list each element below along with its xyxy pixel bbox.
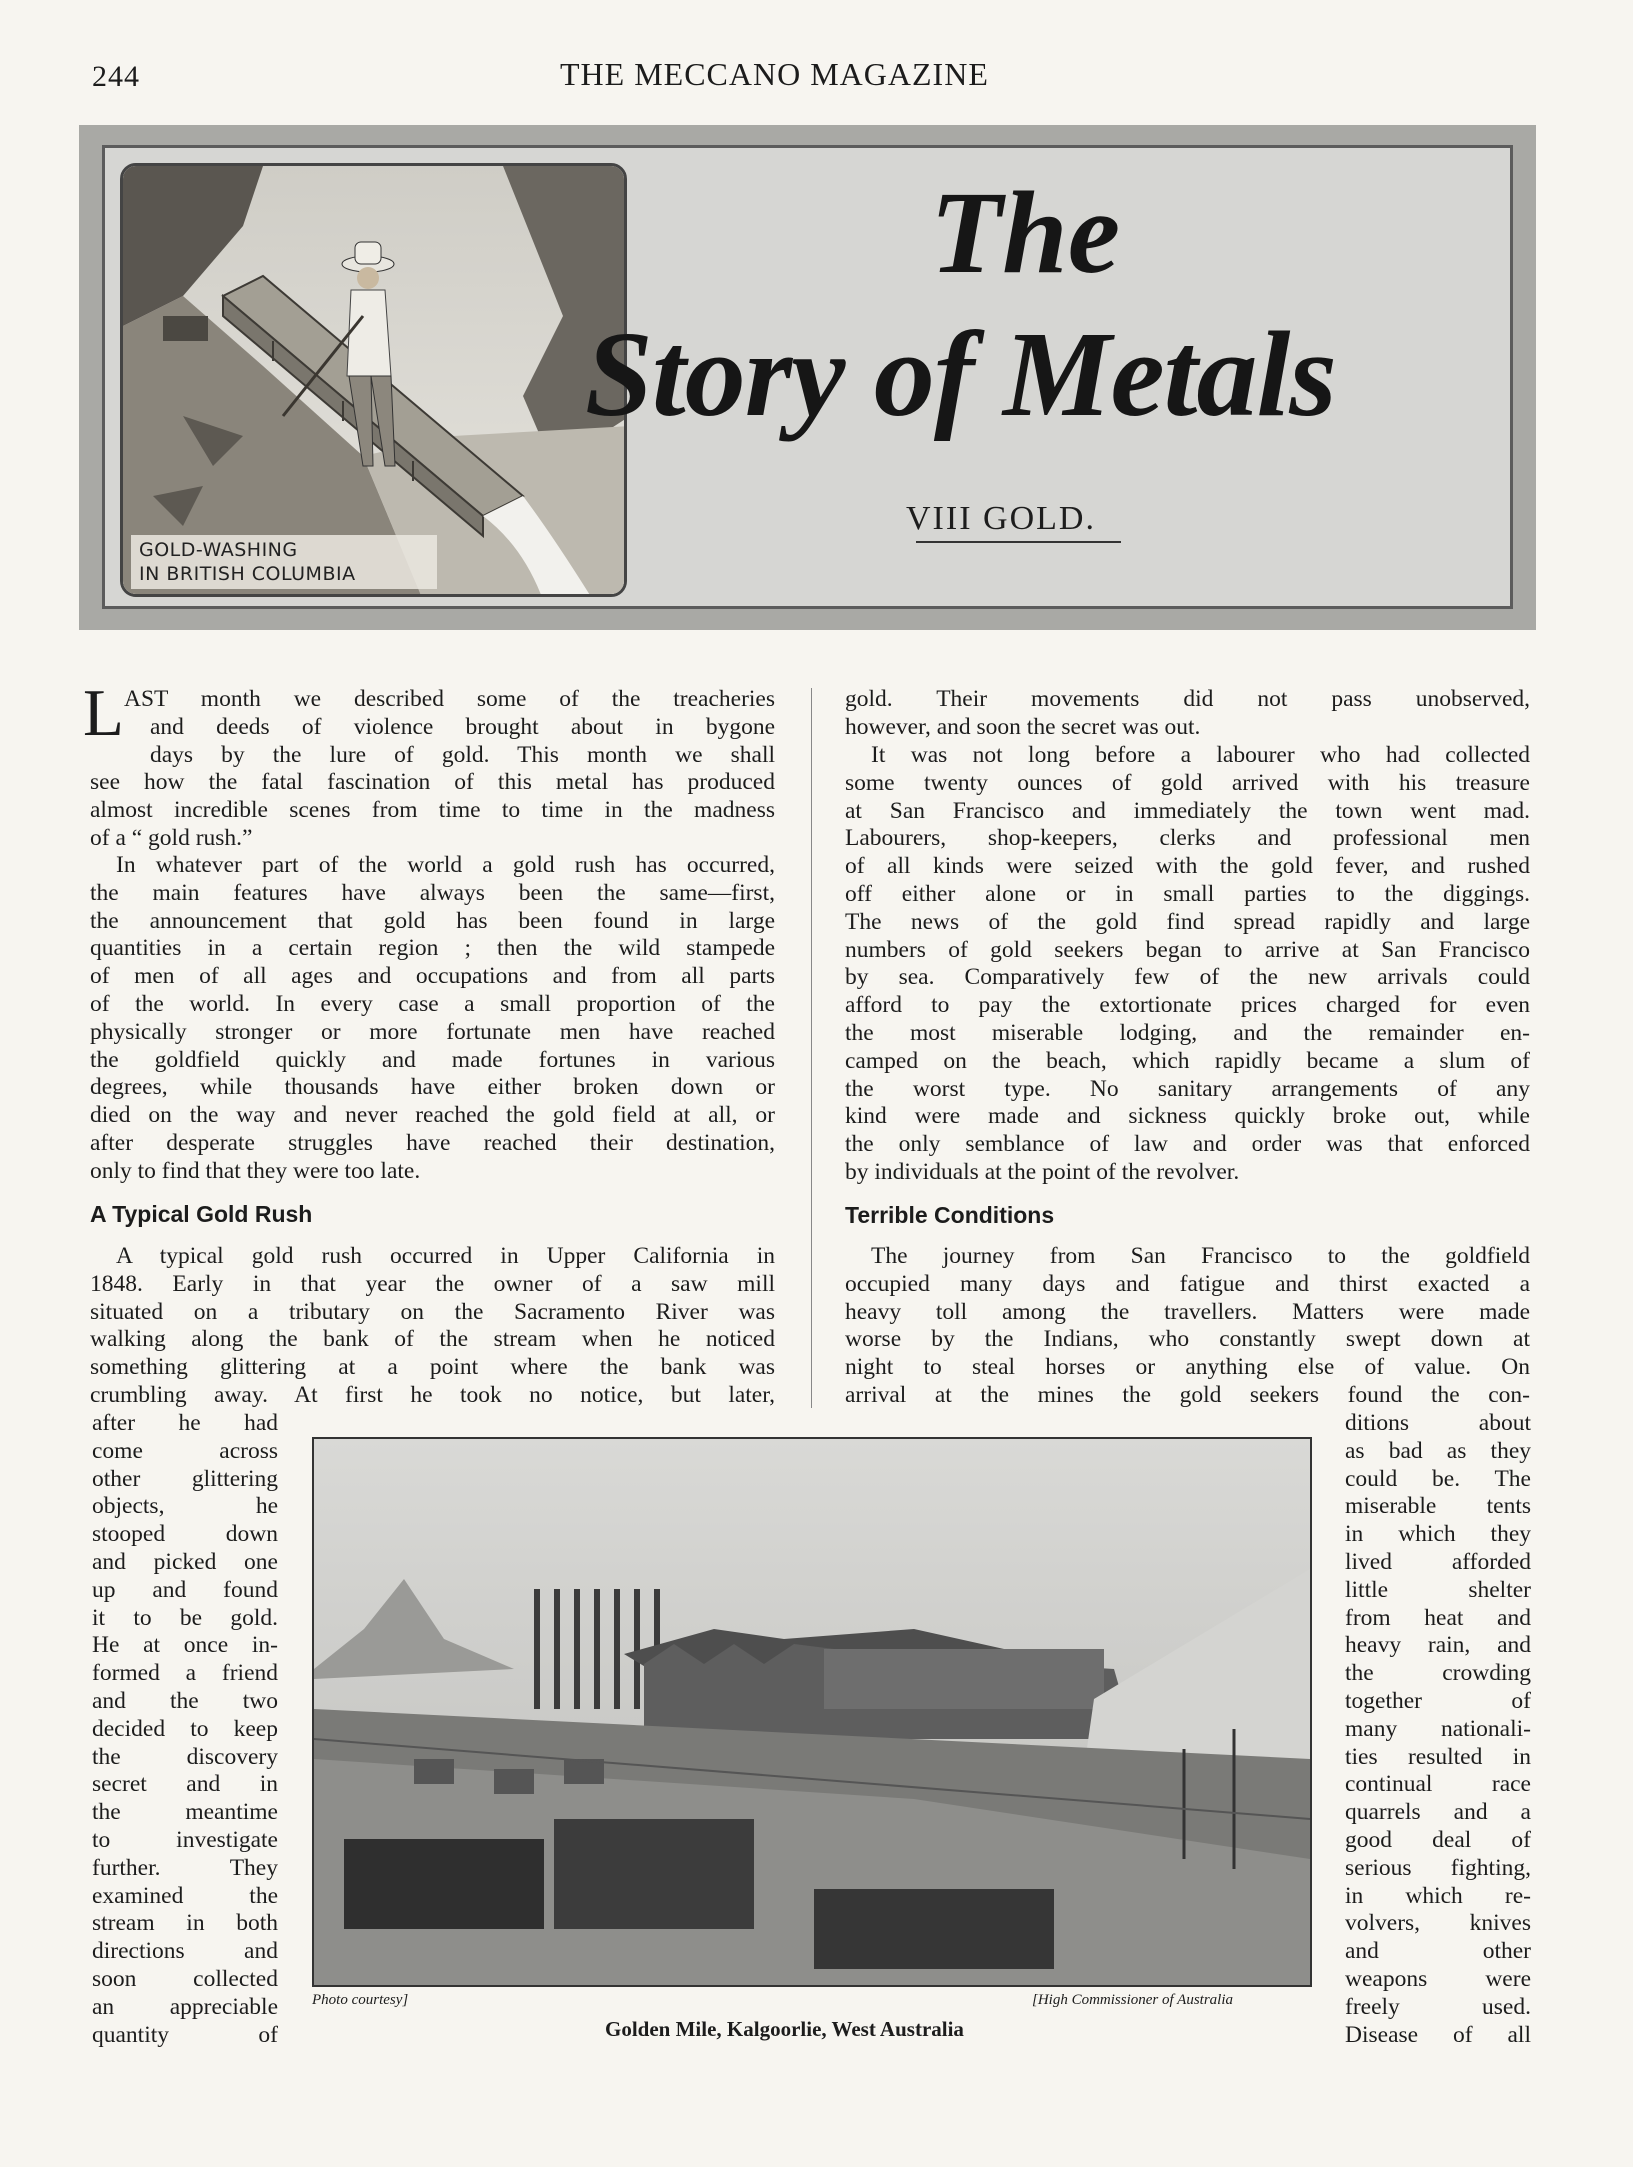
- text-line: numbers of gold seekers began to arrive at San Francisco: [845, 936, 1530, 963]
- illustration-caption: [131, 535, 437, 589]
- text-line: situated on a tributary on the Sacramento River was: [90, 1298, 775, 1325]
- text-line: up and found: [92, 1576, 278, 1603]
- text-line: degrees, while thousands have either broken down or: [90, 1074, 775, 1101]
- text-line: together of: [1345, 1688, 1531, 1714]
- text-line: ditions about: [1345, 1410, 1531, 1436]
- text-line: stooped down: [92, 1521, 278, 1548]
- text-line: ties resulted in: [1345, 1743, 1531, 1770]
- photo-credit-right: [High Commissioner of Australia: [1032, 1992, 1233, 2008]
- text-line: The journey from San Francisco to the goldfield: [871, 1243, 1530, 1269]
- text-line: AST month we described some of the treacheries: [124, 686, 775, 712]
- text-line: the announcement that gold has been found in large: [90, 907, 775, 934]
- text-line: gold. Their movements did not pass unobserved,: [845, 686, 1530, 712]
- installment-title: VIII GOLD.: [906, 500, 1096, 537]
- text-line: to investigate: [92, 1827, 278, 1853]
- photo-image: [314, 1439, 1310, 1985]
- text-line: see how the fatal fascination of this metal has produced: [90, 769, 775, 796]
- text-line: and deeds of violence brought about in bygone: [150, 713, 775, 740]
- text-line: it to be gold.: [92, 1604, 278, 1631]
- text-line: of the world. In every case a small proportion of the: [90, 991, 775, 1017]
- golden-mile-photo: [312, 1437, 1312, 1987]
- text-line: and other: [1345, 1938, 1531, 1965]
- text-line: quarrels and a: [1345, 1799, 1531, 1826]
- text-line: weapons were: [1345, 1966, 1531, 1992]
- text-line: continual race: [1345, 1771, 1531, 1798]
- text-line: many nationali-: [1345, 1715, 1531, 1742]
- text-line: stream in both: [92, 1910, 278, 1937]
- text-line: crumbling away. At first he took no notice, but later,: [90, 1382, 775, 1408]
- title-underline: [916, 541, 1121, 543]
- text-line: occupied many days and fatigue and thirst exacted a: [845, 1270, 1530, 1297]
- text-line: good deal of: [1345, 1827, 1531, 1853]
- illustration-caption-line-1: GOLD-WASHING: [139, 539, 298, 561]
- text-line: of a “ gold rush.”: [90, 825, 253, 851]
- text-line: the discovery: [92, 1743, 278, 1770]
- text-line: the only semblance of law and order was that enforced: [845, 1131, 1530, 1158]
- text-line: could be. The: [1345, 1465, 1531, 1492]
- gold-washing-illustration: [120, 163, 627, 597]
- drop-cap: L: [83, 676, 124, 750]
- illustration-caption-line-2: IN BRITISH COLUMBIA: [139, 563, 356, 585]
- text-line: 1848. Early in that year the owner of a saw mill: [90, 1270, 775, 1297]
- text-line: by sea. Comparatively few of the new arrivals could: [845, 964, 1530, 991]
- text-line: physically stronger or more fortunate men have reached: [90, 1018, 775, 1045]
- text-line: only to find that they were too late.: [90, 1157, 421, 1184]
- text-line: after desperate struggles have reached their destination,: [90, 1130, 775, 1156]
- illustration-drawing: [123, 166, 627, 597]
- section-heading: Terrible Conditions: [845, 1202, 1055, 1228]
- text-line: night to steal horses or anything else of value. On: [845, 1354, 1530, 1381]
- text-line: some twenty ounces of gold arrived with his treasure: [845, 769, 1530, 796]
- text-line: lived afforded: [1345, 1549, 1531, 1575]
- text-line: The news of the gold find spread rapidly and large: [845, 908, 1530, 935]
- text-line: little shelter: [1345, 1576, 1531, 1603]
- text-line: arrival at the mines the gold seekers found the con-: [845, 1382, 1530, 1408]
- text-line: of men of all ages and occupations and from all parts: [90, 963, 775, 990]
- text-line: afford to pay the extortionate prices charged for even: [845, 992, 1530, 1019]
- text-line: come across: [92, 1437, 278, 1464]
- text-line: Labourers, shop-keepers, clerks and professional men: [845, 825, 1530, 852]
- text-line: serious fighting,: [1345, 1854, 1531, 1881]
- text-line: almost incredible scenes from time to time in the madness: [90, 797, 775, 824]
- photo-credit-left: Photo courtesy]: [312, 1992, 409, 2008]
- series-title: Story of Metals: [585, 307, 1336, 442]
- text-line: In whatever part of the world a gold rush has occurred,: [116, 852, 775, 878]
- text-line: freely used.: [1345, 1993, 1531, 2020]
- page-number: 244: [92, 60, 140, 93]
- section-heading: A Typical Gold Rush: [90, 1201, 313, 1227]
- text-line: an appreciable: [92, 1993, 278, 2020]
- text-line: as bad as they: [1345, 1437, 1531, 1464]
- photo-caption: Golden Mile, Kalgoorlie, West Australia: [605, 2017, 964, 2041]
- text-line: Disease of all: [1345, 2021, 1531, 2048]
- text-line: It was not long before a labourer who had collected: [871, 742, 1530, 768]
- text-line: by individuals at the point of the revolver.: [845, 1159, 1240, 1185]
- text-line: decided to keep: [92, 1715, 278, 1742]
- text-line: formed a friend: [92, 1660, 278, 1687]
- text-line: objects, he: [92, 1493, 278, 1520]
- text-line: quantities in a certain region ; then the wild stampede: [90, 935, 775, 962]
- text-line: worse by the Indians, who constantly swept down at: [845, 1326, 1530, 1353]
- text-line: walking along the bank of the stream when he noticed: [90, 1326, 775, 1353]
- text-line: died on the way and never reached the gold field at all, or: [90, 1102, 775, 1129]
- text-line: A typical gold rush occurred in Upper California in: [116, 1243, 775, 1269]
- text-line: the worst type. No sanitary arrangements of any: [845, 1075, 1530, 1102]
- text-line: camped on the beach, which rapidly became a slum of: [845, 1047, 1530, 1074]
- text-line: after he had: [92, 1410, 278, 1436]
- text-line: however, and soon the secret was out.: [845, 713, 1201, 740]
- text-line: the crowding: [1345, 1660, 1531, 1687]
- text-line: kind were made and sickness quickly broke out, while: [845, 1103, 1530, 1130]
- text-line: in which re-: [1345, 1882, 1531, 1909]
- text-line: soon collected: [92, 1966, 278, 1992]
- text-line: directions and: [92, 1938, 278, 1965]
- text-line: the main features have always been the same—first,: [90, 879, 775, 906]
- text-line: in which they: [1345, 1521, 1531, 1548]
- text-line: the meantime: [92, 1799, 278, 1826]
- text-line: heavy toll among the travellers. Matters were made: [845, 1298, 1530, 1325]
- text-line: from heat and: [1345, 1604, 1531, 1631]
- text-line: the goldfield quickly and made fortunes in various: [90, 1046, 775, 1073]
- text-line: quantity of: [92, 2021, 278, 2048]
- text-line: He at once in-: [92, 1632, 278, 1659]
- text-line: and picked one: [92, 1549, 278, 1575]
- series-title-the: The: [930, 167, 1121, 298]
- text-line: miserable tents: [1345, 1493, 1531, 1520]
- text-line: something glittering at a point where the bank was: [90, 1354, 775, 1381]
- magazine-title: THE MECCANO MAGAZINE: [560, 56, 989, 92]
- text-line: examined the: [92, 1882, 278, 1909]
- text-line: secret and in: [92, 1771, 278, 1798]
- text-line: other glittering: [92, 1465, 278, 1492]
- text-line: volvers, knives: [1345, 1910, 1531, 1937]
- text-line: off either alone or in small parties to the diggings.: [845, 881, 1530, 907]
- text-line: heavy rain, and: [1345, 1632, 1531, 1659]
- text-line: of all kinds were seized with the gold fever, and rushed: [845, 853, 1530, 880]
- text-line: the most miserable lodging, and the remainder en-: [845, 1020, 1530, 1046]
- text-line: and the two: [92, 1688, 278, 1714]
- text-line: days by the lure of gold. This month we shall: [150, 741, 775, 768]
- text-line: at San Francisco and immediately the town went mad.: [845, 797, 1530, 824]
- text-line: further. They: [92, 1854, 278, 1881]
- column-divider: [811, 688, 812, 1408]
